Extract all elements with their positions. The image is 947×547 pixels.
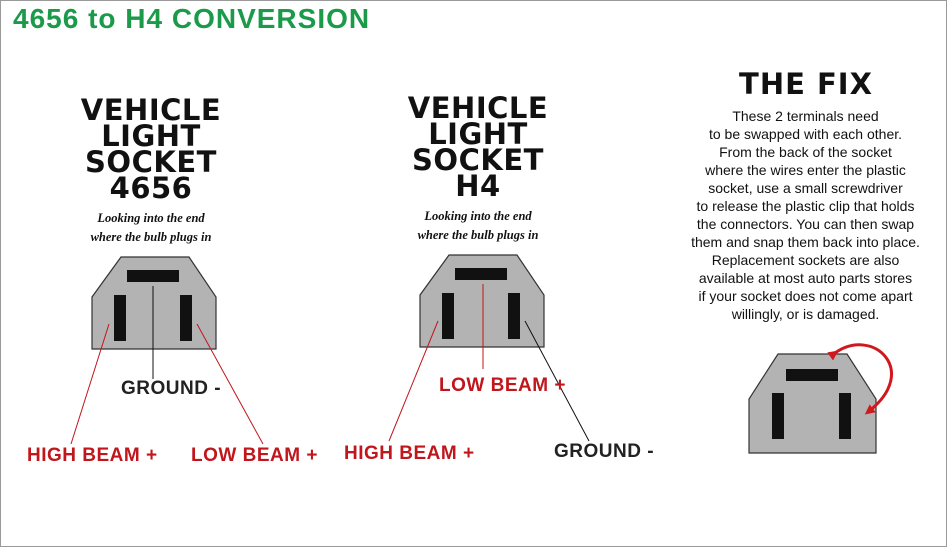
fix-title: THE FIX xyxy=(739,67,873,101)
heading-line: SOCKET xyxy=(412,143,544,177)
right-terminal xyxy=(839,393,851,439)
fix-line: Replacement sockets are also xyxy=(711,252,900,268)
middle-socket xyxy=(420,255,544,347)
page-title: 4656 to H4 CONVERSION xyxy=(13,3,371,34)
heading-line: H4 xyxy=(455,169,501,203)
fix-line: willingly, or is damaged. xyxy=(731,306,880,322)
heading-line: LIGHT xyxy=(101,119,201,153)
socket-body xyxy=(749,354,876,453)
left-terminal xyxy=(772,393,784,439)
middle-low-beam-label: LOW BEAM + xyxy=(439,375,566,396)
fix-line: to release the plastic clip that holds xyxy=(696,198,915,214)
heading-line: LIGHT xyxy=(428,117,528,151)
fix-line: the connectors. You can then swap xyxy=(696,216,915,232)
caption-line: where the bulb plugs in xyxy=(417,228,539,242)
heading-line: 4656 xyxy=(109,171,193,205)
low-beam-terminal xyxy=(455,268,507,280)
left-high-beam-label: HIGH BEAM + xyxy=(27,445,158,466)
heading-line: SOCKET xyxy=(85,145,217,179)
heading-line: VEHICLE xyxy=(80,93,222,127)
fix-line: if your socket does not come apart xyxy=(698,288,913,304)
fix-line: them and snap them back into place. xyxy=(691,234,920,250)
fix-line: socket, use a small screwdriver xyxy=(708,180,903,196)
caption-line: Looking into the end xyxy=(97,211,205,225)
fix-line: where the wires enter the plastic xyxy=(705,162,906,178)
middle-high-beam-label: HIGH BEAM + xyxy=(344,443,475,464)
ground-terminal xyxy=(786,369,838,381)
left-low-beam-label: LOW BEAM + xyxy=(191,445,318,466)
heading-line: VEHICLE xyxy=(407,91,549,125)
left-socket xyxy=(92,257,216,349)
ground-terminal xyxy=(508,293,520,339)
left-ground-label: GROUND - xyxy=(121,378,222,399)
caption-line: where the bulb plugs in xyxy=(90,230,212,244)
caption-line: Looking into the end xyxy=(424,209,532,223)
ground-terminal xyxy=(127,270,179,282)
right-terminal xyxy=(180,295,192,341)
fix-socket xyxy=(749,354,876,453)
middle-ground-label: GROUND - xyxy=(554,441,655,462)
high-beam-terminal xyxy=(442,293,454,339)
fix-line: to be swapped with each other. xyxy=(708,126,903,142)
fix-line: From the back of the socket xyxy=(719,144,892,160)
fix-line: available at most auto parts stores xyxy=(698,270,913,286)
fix-line: These 2 terminals need xyxy=(732,108,879,124)
left-terminal xyxy=(114,295,126,341)
leader-line xyxy=(71,324,109,444)
leader-line xyxy=(389,321,438,441)
